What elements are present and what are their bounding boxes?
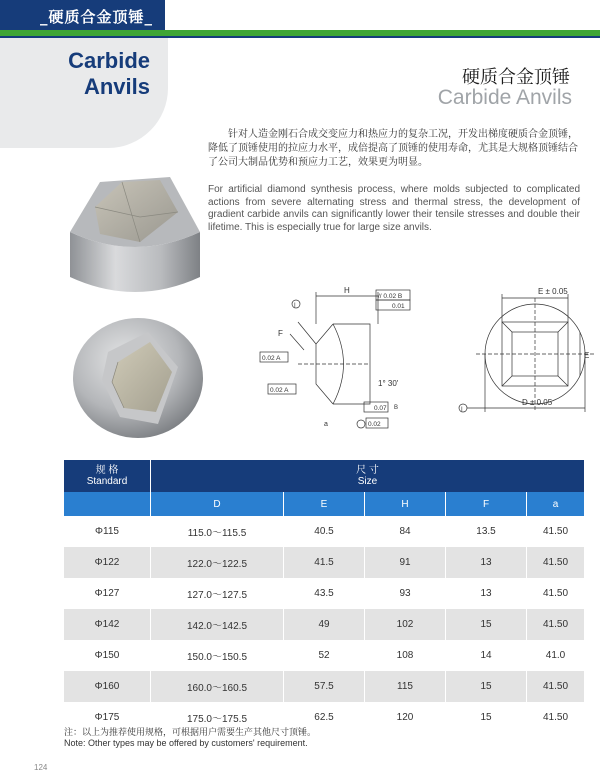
anvil-photo-side	[60, 172, 210, 302]
cell-h: 84	[365, 516, 446, 547]
label-e-top: E ± 0.05	[538, 287, 568, 296]
cell-standard: Φ127	[64, 578, 151, 609]
cell-h: 115	[365, 671, 446, 702]
header-standard	[64, 460, 151, 492]
label-b: B	[394, 405, 399, 411]
label-d: D ± 0.05	[522, 398, 553, 407]
section-tab-label: _硬质合金顶锤_	[40, 8, 154, 26]
cell-standard: Φ115	[64, 516, 151, 547]
cell-f: 13	[446, 547, 527, 578]
tol-parallel: // 0.02 B	[378, 293, 403, 300]
table-row	[64, 609, 584, 640]
note-cn: 注：以上为推荐使用规格，可根据用户需要生产其他尺寸顶锤。	[64, 728, 317, 738]
page-number: 124	[34, 763, 48, 772]
cell-standard: Φ122	[64, 547, 151, 578]
cell-f: 15	[446, 671, 527, 702]
page-title-cn: 硬质合金顶锤	[462, 67, 570, 88]
label-i2: I	[461, 407, 463, 413]
anvil-photo-front	[60, 312, 210, 444]
cell-h: 102	[365, 609, 446, 640]
side-title-line1: Carbide	[68, 48, 150, 73]
table-subheader-row	[64, 492, 584, 516]
tol-round: 0.02	[368, 421, 381, 428]
cell-h: 120	[365, 702, 446, 733]
table-row	[64, 578, 584, 609]
cell-d: 160.0～160.5	[151, 671, 284, 702]
cell-d: 142.0～142.5	[151, 609, 284, 640]
spec-table	[64, 460, 584, 733]
tol-a1: 0.02 A	[262, 355, 281, 362]
angle-a: a	[324, 421, 328, 428]
cell-a: 41.50	[527, 609, 585, 640]
table-row	[64, 671, 584, 702]
tol-flat: 0.01	[392, 303, 405, 310]
cell-a: 41.0	[527, 640, 585, 671]
cell-standard: Φ160	[64, 671, 151, 702]
cell-standard: Φ142	[64, 609, 151, 640]
cell-e: 43.5	[284, 578, 365, 609]
cell-a: 41.50	[527, 516, 585, 547]
angle-1: 1° 30'	[378, 379, 399, 388]
cell-a: 41.50	[527, 671, 585, 702]
col-header-d: D	[151, 492, 284, 516]
cell-d: 175.0～175.5	[151, 702, 284, 733]
cell-h: 93	[365, 578, 446, 609]
page-title-en: Carbide Anvils	[437, 86, 572, 109]
label-i: I	[294, 303, 296, 309]
cell-standard: Φ175	[64, 702, 151, 733]
cell-e: 49	[284, 609, 365, 640]
col-header-e: E	[284, 492, 365, 516]
cell-a: 41.50	[527, 702, 585, 733]
cell-a: 41.50	[527, 547, 585, 578]
cell-f: 13	[446, 578, 527, 609]
cell-f: 15	[446, 702, 527, 733]
anvil-technical-drawing	[258, 284, 598, 434]
cell-standard: Φ150	[64, 640, 151, 671]
table-header-row	[64, 460, 584, 492]
table-row	[64, 516, 584, 547]
col-header-h: H	[365, 492, 446, 516]
cell-d: 150.0～150.5	[151, 640, 284, 671]
cell-f: 13.5	[446, 516, 527, 547]
tol-a2: 0.02 A	[270, 387, 289, 394]
cell-e: 52	[284, 640, 365, 671]
cell-f: 14	[446, 640, 527, 671]
table-row	[64, 640, 584, 671]
note-en: Note: Other types may be offered by customers' requirement.	[64, 738, 308, 748]
cell-d: 122.0～122.5	[151, 547, 284, 578]
side-title-line2: Anvils	[83, 74, 150, 99]
cell-e: 62.5	[284, 702, 365, 733]
description-en: For artificial diamond synthesis process, where molds subjected to complicated actions from severe alternating stress and thermal stress, the development of gradient carbide anvils can significantly lower their tensile stresses and double their lifetime. This is especially true for large size anvils.	[208, 184, 580, 233]
cell-h: 91	[365, 547, 446, 578]
label-f: F	[278, 329, 283, 338]
col-header-a: a	[527, 492, 585, 516]
label-h: H	[344, 286, 350, 295]
label-e-side: E	[584, 351, 590, 360]
header-size-en: Size	[357, 476, 378, 487]
tol-007: 0.07	[374, 405, 387, 412]
cell-d: 115.0～115.5	[151, 516, 284, 547]
cell-d: 127.0～127.5	[151, 578, 284, 609]
header-size	[151, 460, 585, 492]
header-standard-en: Standard	[86, 476, 128, 487]
cell-e: 41.5	[284, 547, 365, 578]
cell-h: 108	[365, 640, 446, 671]
header-size-cn: 尺 寸	[356, 465, 379, 476]
cell-a: 41.50	[527, 578, 585, 609]
subheader-empty	[64, 492, 151, 516]
cell-e: 40.5	[284, 516, 365, 547]
header-standard-cn: 规 格	[95, 465, 119, 476]
cell-e: 57.5	[284, 671, 365, 702]
cell-f: 15	[446, 609, 527, 640]
description-cn: 针对人造金刚石合成交变应力和热应力的复杂工况，开发出梯度硬质合金顶锤，降低了顶锤使用的拉应力水平，成倍提高了顶锤的使用寿命，尤其是大规格顶锤结合了公司大制品优势和预应力工艺，效果更为明显。	[208, 129, 578, 168]
col-header-f: F	[446, 492, 527, 516]
table-row	[64, 547, 584, 578]
